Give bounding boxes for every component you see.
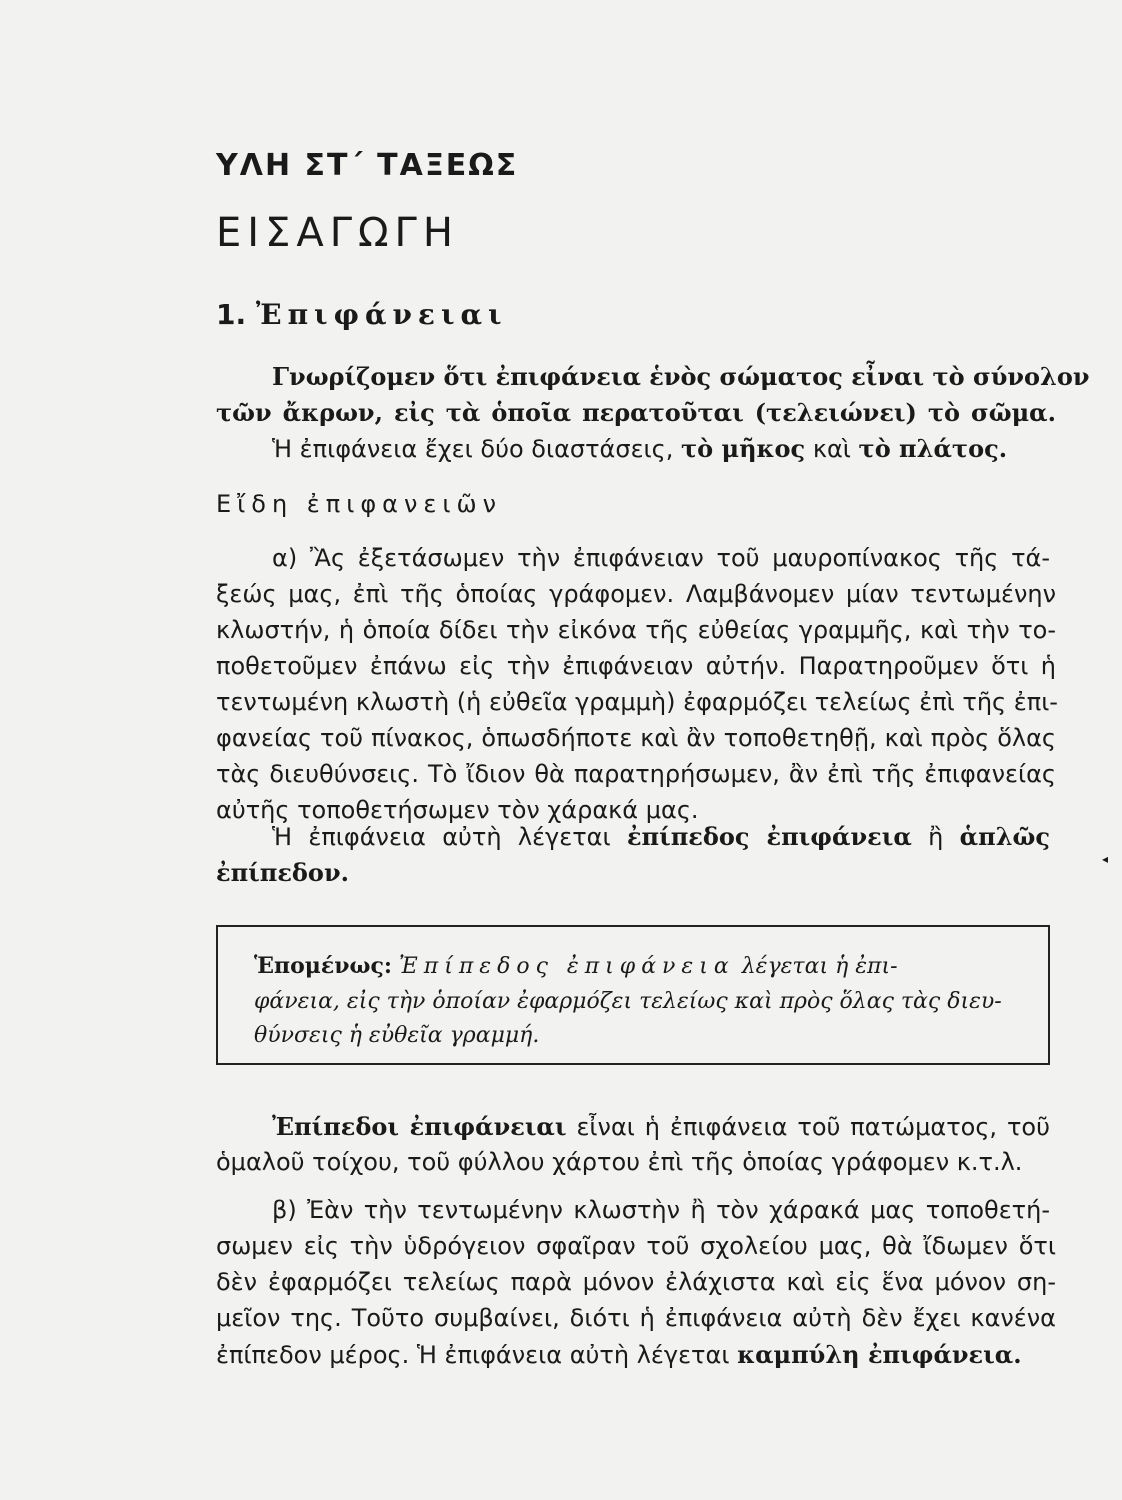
planes-line: Ἐπίπεδοι ἐπιφάνειαι εἶναι ἡ ἐπιφάνεια τοῦ πατώματος, τοῦ	[272, 1112, 1050, 1141]
page-title: ΥΛΗ ΣΤ΄ ΤΑΞΕΩΣ	[216, 148, 519, 183]
section-title-text: Ἐπιφάνειαι	[255, 298, 508, 331]
para-a-line: α) Ἂς ἐξετάσωμεν τὴν ἐπιφάνειαν τοῦ μαυροπίνακος τῆς τά-	[272, 544, 1050, 572]
margin-mark-icon: ◂	[1102, 852, 1109, 866]
section-heading	[216, 298, 508, 331]
para-a-line: φανείας τοῦ πίνακος, ὁπωσδήποτε καὶ ἂν τοποθετηθῇ, καὶ πρὸς ὅλας	[216, 724, 1056, 752]
para-a-line: ξεώς μας, ἐπὶ τῆς ὁποίας γράφομεν. Λαμβάνομεν μίαν τεντωμένην	[216, 580, 1056, 608]
section-number: 1.	[216, 298, 247, 331]
definition-line: φάνεια, εἰς τὴν ὁποίαν ἐφαρμόζει τελείως καὶ πρὸς ὅλας τὰς διευ-	[254, 989, 1002, 1014]
subheading: Εἴδη ἐπιφανειῶν	[216, 490, 503, 518]
definition-label: Ἑπομένως:	[254, 953, 392, 979]
para-a-line: τὰς διευθύνσεις. Τὸ ἴδιον θὰ παρατηρήσωμεν, ἂν ἐπὶ τῆς ἐπιφανείας	[216, 760, 1056, 788]
para-a-line: αὐτῆς τοποθετήσωμεν τὸν χάρακά μας.	[216, 796, 699, 824]
intro-line-1: Γνωρίζομεν ὅτι ἐπιφάνεια ἑνὸς σώματος εἶναι τὸ σύνολον	[272, 362, 1090, 391]
para-b-line: σωμεν εἰς τὴν ὑδρόγειον σφαῖραν τοῦ σχολείου μας, θὰ ἴδωμεν ὅτι	[216, 1232, 1056, 1260]
definition-line: θύνσεις ἡ εὐθεῖα γραμμή.	[254, 1023, 540, 1048]
chapter-title: ΕΙΣΑΓΩΓΗ	[216, 210, 459, 256]
para-a-line: ἐπίπεδον.	[216, 858, 349, 887]
definition-line: Ἑπομένως: Ἐπίπεδος ἐπιφάνεια λέγεται ἡ ἐπι-	[254, 953, 898, 979]
intro-line-2: τῶν ἄκρων, εἰς τὰ ὁποῖα περατοῦται (τελειώνει) τὸ σῶμα.	[216, 398, 1056, 427]
para-a-line: ποθετοῦμεν ἐπάνω εἰς τὴν ἐπιφάνειαν αὐτήν. Παρατηροῦμεν ὅτι ἡ	[216, 652, 1056, 680]
para-b-line: δὲν ἐφαρμόζει τελείως παρὰ μόνον ἐλάχιστα καὶ εἰς ἕνα μόνον ση-	[216, 1268, 1056, 1296]
para-b-line: β) Ἐὰν τὴν τεντωμένην κλωστὴν ἢ τὸν χάρακά μας τοποθετή-	[272, 1196, 1050, 1224]
planes-line: ὁμαλοῦ τοίχου, τοῦ φύλλου χάρτου ἐπὶ τῆς ὁποίας γράφομεν κ.τ.λ.	[216, 1148, 1023, 1176]
definition-box	[216, 925, 1050, 1065]
para-b-line: ἐπίπεδον μέρος. Ἡ ἐπιφάνεια αὐτὴ λέγεται καμπύλη ἐπιφάνεια.	[216, 1340, 1022, 1369]
para-a-line: τεντωμένη κλωστὴ (ἡ εὐθεῖα γραμμὴ) ἐφαρμόζει τελείως ἐπὶ τῆς ἐπι-	[216, 688, 1058, 716]
para-b-line: μεῖον της. Τοῦτο συμβαίνει, διότι ἡ ἐπιφάνεια αὐτὴ δὲν ἔχει κανένα	[216, 1304, 1056, 1332]
para-a-line: Ἡ ἐπιφάνεια αὐτὴ λέγεται ἐπίπεδος ἐπιφάνεια ἢ ἁπλῶς	[272, 822, 1050, 851]
intro-line-3: Ἡ ἐπιφάνεια ἔχει δύο διαστάσεις, τὸ μῆκος καὶ τὸ πλάτος.	[272, 434, 1008, 463]
para-a-line: κλωστήν, ἡ ὁποία δίδει τὴν εἰκόνα τῆς εὐθείας γραμμῆς, καὶ τὴν το-	[216, 616, 1056, 644]
